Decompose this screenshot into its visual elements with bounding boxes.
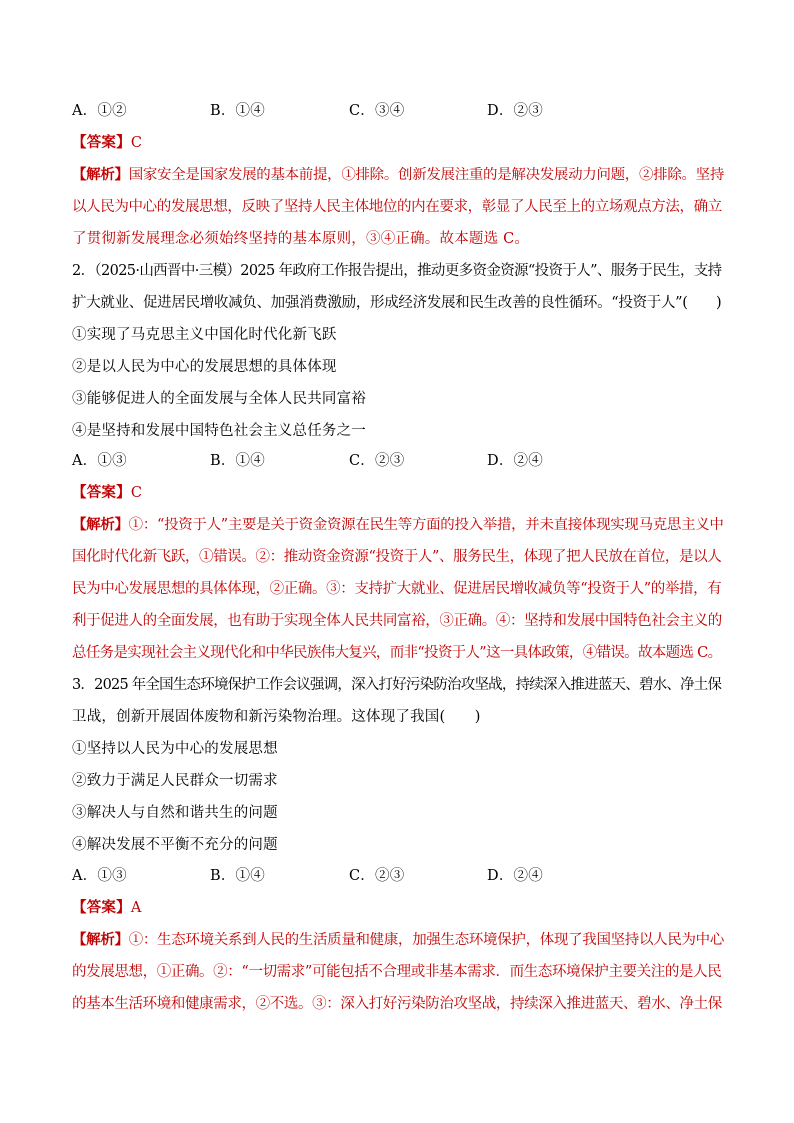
q1-answer [72, 133, 724, 153]
analysis-text: 国家安全是国家发展的基本前提，①排除。创新发展注重的是解决发展动力问题，②排除。坚持 [128, 167, 725, 183]
q2-option-b: B．①④ [210, 453, 265, 469]
q3-option-c: C．②③ [349, 868, 405, 884]
q2-item-4: ④是坚持和发展中国特色社会主义总任务之一 [72, 423, 366, 439]
q3-stem-line-2: 卫战，创新开展固体废物和新污染物治理。这体现了我国( ) [72, 709, 481, 725]
answer-label: 【答案】 [72, 134, 131, 151]
q2-analysis-line-3: 民为中心发展思想的具体体现，②正确。③：支持扩大就业、促进居民增收减负等“投资于人”的举措，有 [72, 581, 722, 597]
q3-analysis-line-1 [72, 930, 724, 950]
answer-value: A [130, 900, 142, 916]
q2-analysis-line-4: 利于促进人的全面发展，也有助于实现全体人民共同富裕，③正确。④：坚持和发展中国特色社会主义的 [72, 613, 722, 629]
q3-analysis-line-3: 的基本生活环境和健康需求，②不选。③：深入打好污染防治攻坚战，持续深入推进蓝天、碧水、净土保 [72, 996, 722, 1012]
q2-option-a: A．①③ [72, 453, 127, 469]
q3-option-a: A．①③ [72, 868, 127, 884]
q2-analysis-line-1 [72, 515, 724, 535]
analysis-text: ①：生态环境关系到人民的生活质量和健康，加强生态环境保护，体现了我国坚持以人民为中心 [128, 932, 725, 948]
analysis-label: 【解析】 [72, 931, 129, 948]
q2-item-2: ②是以人民为中心的发展思想的具体体现 [72, 359, 337, 375]
q1-analysis-line-1 [72, 165, 724, 185]
q1-analysis-line-2: 以人民为中心的发展思想，反映了坚持人民主体地位的内在要求，彰显了人民至上的立场观点方法，确立 [72, 199, 722, 215]
q2-analysis-line-2: 国化时代化新飞跃，①错误。②：推动资金资源“投资于人”、服务民生，体现了把人民放在首位，是以人 [72, 549, 722, 565]
q3-item-2: ②致力于满足人民群众一切需求 [72, 773, 278, 789]
q2-option-c: C．②③ [349, 453, 405, 469]
q3-option-d: D．②④ [487, 868, 543, 884]
q2-answer [72, 483, 724, 503]
q2-analysis-line-5: 总任务是实现社会主义现代化和中华民族伟大复兴，而非“投资于人”这一具体政策，④错误。故本题选 C。 [72, 645, 722, 661]
q2-stem-line-1: 2．（2025·山西晋中·三模）2025 年政府工作报告提出，推动更多资金资源“投资于人”、服务于民生，支持 [72, 263, 722, 279]
analysis-text: ①：“投资于人”主要是关于资金资源在民生等方面的投入举措，并未直接体现实现马克思主义中 [128, 517, 724, 533]
q3-item-3: ③解决人与自然和谐共生的问题 [72, 805, 278, 821]
q2-item-3: ③能够促进人的全面发展与全体人民共同富裕 [72, 391, 366, 407]
q1-option-a: A．①② [72, 103, 127, 119]
q1-analysis-line-3: 了贯彻新发展理念必须始终坚持的基本原则，③④正确。故本题选 C。 [72, 231, 530, 247]
q2-item-1: ①实现了马克思主义中国化时代化新飞跃 [72, 327, 337, 343]
q3-analysis-line-2: 的发展思想，①正确。②：“一切需求”可能包括不合理或非基本需求．而生态环境保护主要关注的是人民 [72, 964, 722, 980]
answer-label: 【答案】 [72, 484, 131, 501]
q3-answer [72, 898, 724, 918]
analysis-label: 【解析】 [72, 166, 129, 183]
q3-item-1: ①坚持以人民为中心的发展思想 [72, 741, 278, 757]
q2-option-d: D．②④ [487, 453, 543, 469]
q1-option-b: B．①④ [210, 103, 265, 119]
q3-stem-line-1: 3．2025 年全国生态环境保护工作会议强调，深入打好污染防治攻坚战，持续深入推进蓝天、碧水、净土保 [72, 677, 722, 693]
q2-stem-line-2: 扩大就业、促进居民增收减负、加强消费激励，形成经济发展和民生改善的良性循环。“投资于人”( ) [72, 295, 722, 311]
answer-label: 【答案】 [72, 899, 131, 916]
q3-item-4: ④解决发展不平衡不充分的问题 [72, 837, 278, 853]
answer-value: C [130, 485, 143, 501]
answer-value: C [130, 135, 143, 151]
analysis-label: 【解析】 [72, 516, 129, 533]
q1-option-c: C．③④ [349, 103, 405, 119]
q3-option-b: B．①④ [210, 868, 265, 884]
q1-option-d: D．②③ [487, 103, 543, 119]
